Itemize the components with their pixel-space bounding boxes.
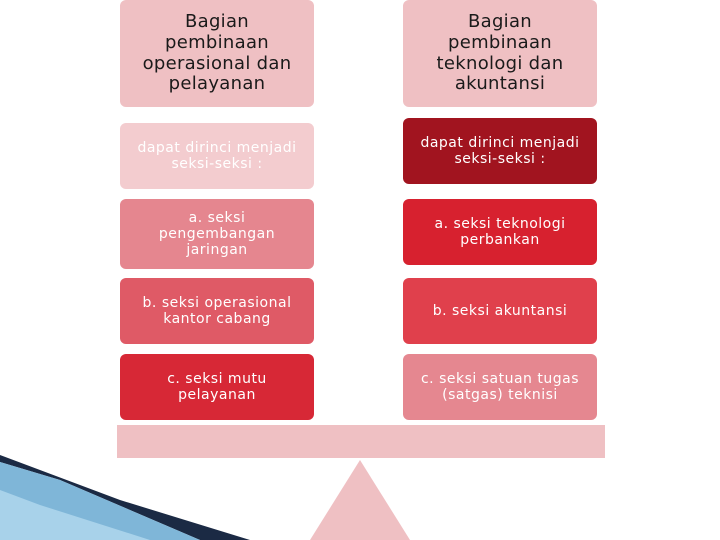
left-item-b-text: b. seksi operasional kantor cabang — [142, 294, 292, 327]
left-intro-box — [120, 123, 314, 189]
left-header-text: Bagian pembinaan operasional dan pelayanan — [142, 11, 292, 95]
balance-fulcrum — [310, 460, 410, 540]
right-item-a-box — [403, 199, 597, 265]
right-intro-box — [403, 118, 597, 184]
left-item-a-box — [120, 199, 314, 269]
left-item-a-text: a. seksi pengembangan jaringan — [158, 209, 276, 259]
right-item-c-text: c. seksi satuan tugas (satgas) teknisi — [420, 370, 579, 403]
left-item-b-box — [120, 278, 314, 344]
balance-beam — [117, 425, 605, 458]
right-header-text: Bagian pembinaan teknologi dan akuntansi — [436, 11, 564, 95]
right-item-b-text: b. seksi akuntansi — [432, 302, 568, 319]
right-item-a-text: a. seksi teknologi perbankan — [434, 215, 566, 248]
left-item-c-box — [120, 354, 314, 420]
right-header-box — [403, 0, 597, 107]
left-header-box — [120, 0, 314, 107]
left-item-c-text: c. seksi mutu pelayanan — [167, 370, 267, 403]
right-item-c-box — [403, 354, 597, 420]
left-intro-text: dapat dirinci menjadi seksi-seksi : — [137, 139, 297, 172]
right-item-b-box — [403, 278, 597, 344]
right-intro-text: dapat dirinci menjadi seksi-seksi : — [420, 134, 580, 167]
